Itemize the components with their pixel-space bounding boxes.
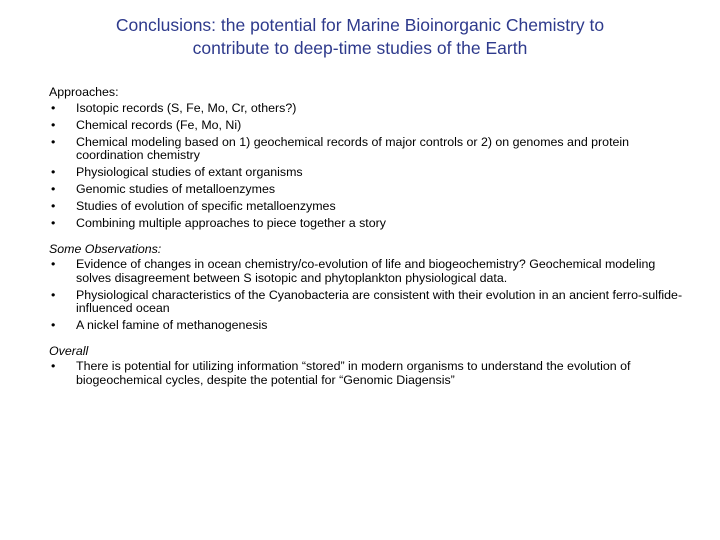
bullet-glyph: •	[51, 257, 56, 271]
list-item	[49, 200, 689, 214]
list-item	[49, 102, 689, 116]
section-heading-approaches: Approaches:	[49, 85, 119, 99]
list-item-text: Chemical modeling based on 1) geochemical records of major controls or 2) on genomes and protein coordination chemistry	[76, 134, 630, 162]
list-item-text: Chemical records (Fe, Mo, Ni)	[76, 117, 242, 132]
list-item	[49, 289, 689, 316]
list-item	[49, 319, 689, 333]
section-observations	[49, 243, 689, 333]
bullet-glyph: •	[51, 216, 56, 230]
bullet-glyph: •	[51, 134, 56, 149]
bullet-glyph: •	[51, 359, 56, 373]
list-item	[49, 258, 689, 285]
bullet-glyph: •	[51, 199, 56, 213]
list-item	[49, 217, 689, 231]
list-item-text: There is potential for utilizing information “stored” in modern organisms to understand the evolution of biogeochemical cycles, despite the potential for “Genomic Diagensis”	[76, 359, 631, 387]
list-item-text: A nickel famine of methanogenesis	[76, 318, 268, 332]
bullet-glyph: •	[51, 165, 56, 179]
list-item	[49, 136, 689, 163]
bullet-glyph: •	[51, 182, 56, 196]
list-item	[49, 119, 689, 133]
list-item	[49, 360, 689, 387]
list-item	[49, 166, 689, 180]
bullet-glyph: •	[51, 318, 56, 332]
list-item-text: Physiological studies of extant organisms	[76, 165, 303, 179]
slide-title-line-2: contribute to deep-time studies of the Earth	[192, 38, 528, 58]
list-item-text: Genomic studies of metalloenzymes	[76, 182, 276, 196]
bullet-glyph: •	[51, 287, 56, 302]
bullet-glyph: •	[51, 100, 56, 115]
section-approaches	[49, 86, 689, 231]
list-item-text: Combining multiple approaches to piece together a story	[76, 216, 386, 230]
list-item	[49, 183, 689, 197]
slide-title	[60, 14, 660, 60]
slide-title-line-1: Conclusions: the potential for Marine Bioinorganic Chemistry to	[115, 15, 605, 35]
bullet-glyph: •	[51, 117, 56, 132]
list-item-text: Studies of evolution of specific metalloenzymes	[76, 199, 336, 213]
list-item-text: Evidence of changes in ocean chemistry/co-evolution of life and biogeochemistry? Geochemical modeling solves disagreement between S isotopic and phytoplankton physiological data.	[76, 257, 656, 285]
section-overall	[49, 345, 689, 388]
bullet-list-observations	[49, 258, 689, 333]
bullet-list-approaches	[49, 102, 689, 231]
bullet-list-overall	[49, 360, 689, 387]
slide-body	[49, 86, 689, 387]
section-heading-overall: Overall	[49, 343, 89, 358]
section-heading-observations: Some Observations:	[49, 241, 162, 256]
list-item-text: Physiological characteristics of the Cyanobacteria are consistent with their evolution in an ancient ferro-sulfide-influenced ocean	[76, 287, 683, 315]
list-item-text: Isotopic records (S, Fe, Mo, Cr, others?)	[76, 100, 297, 115]
